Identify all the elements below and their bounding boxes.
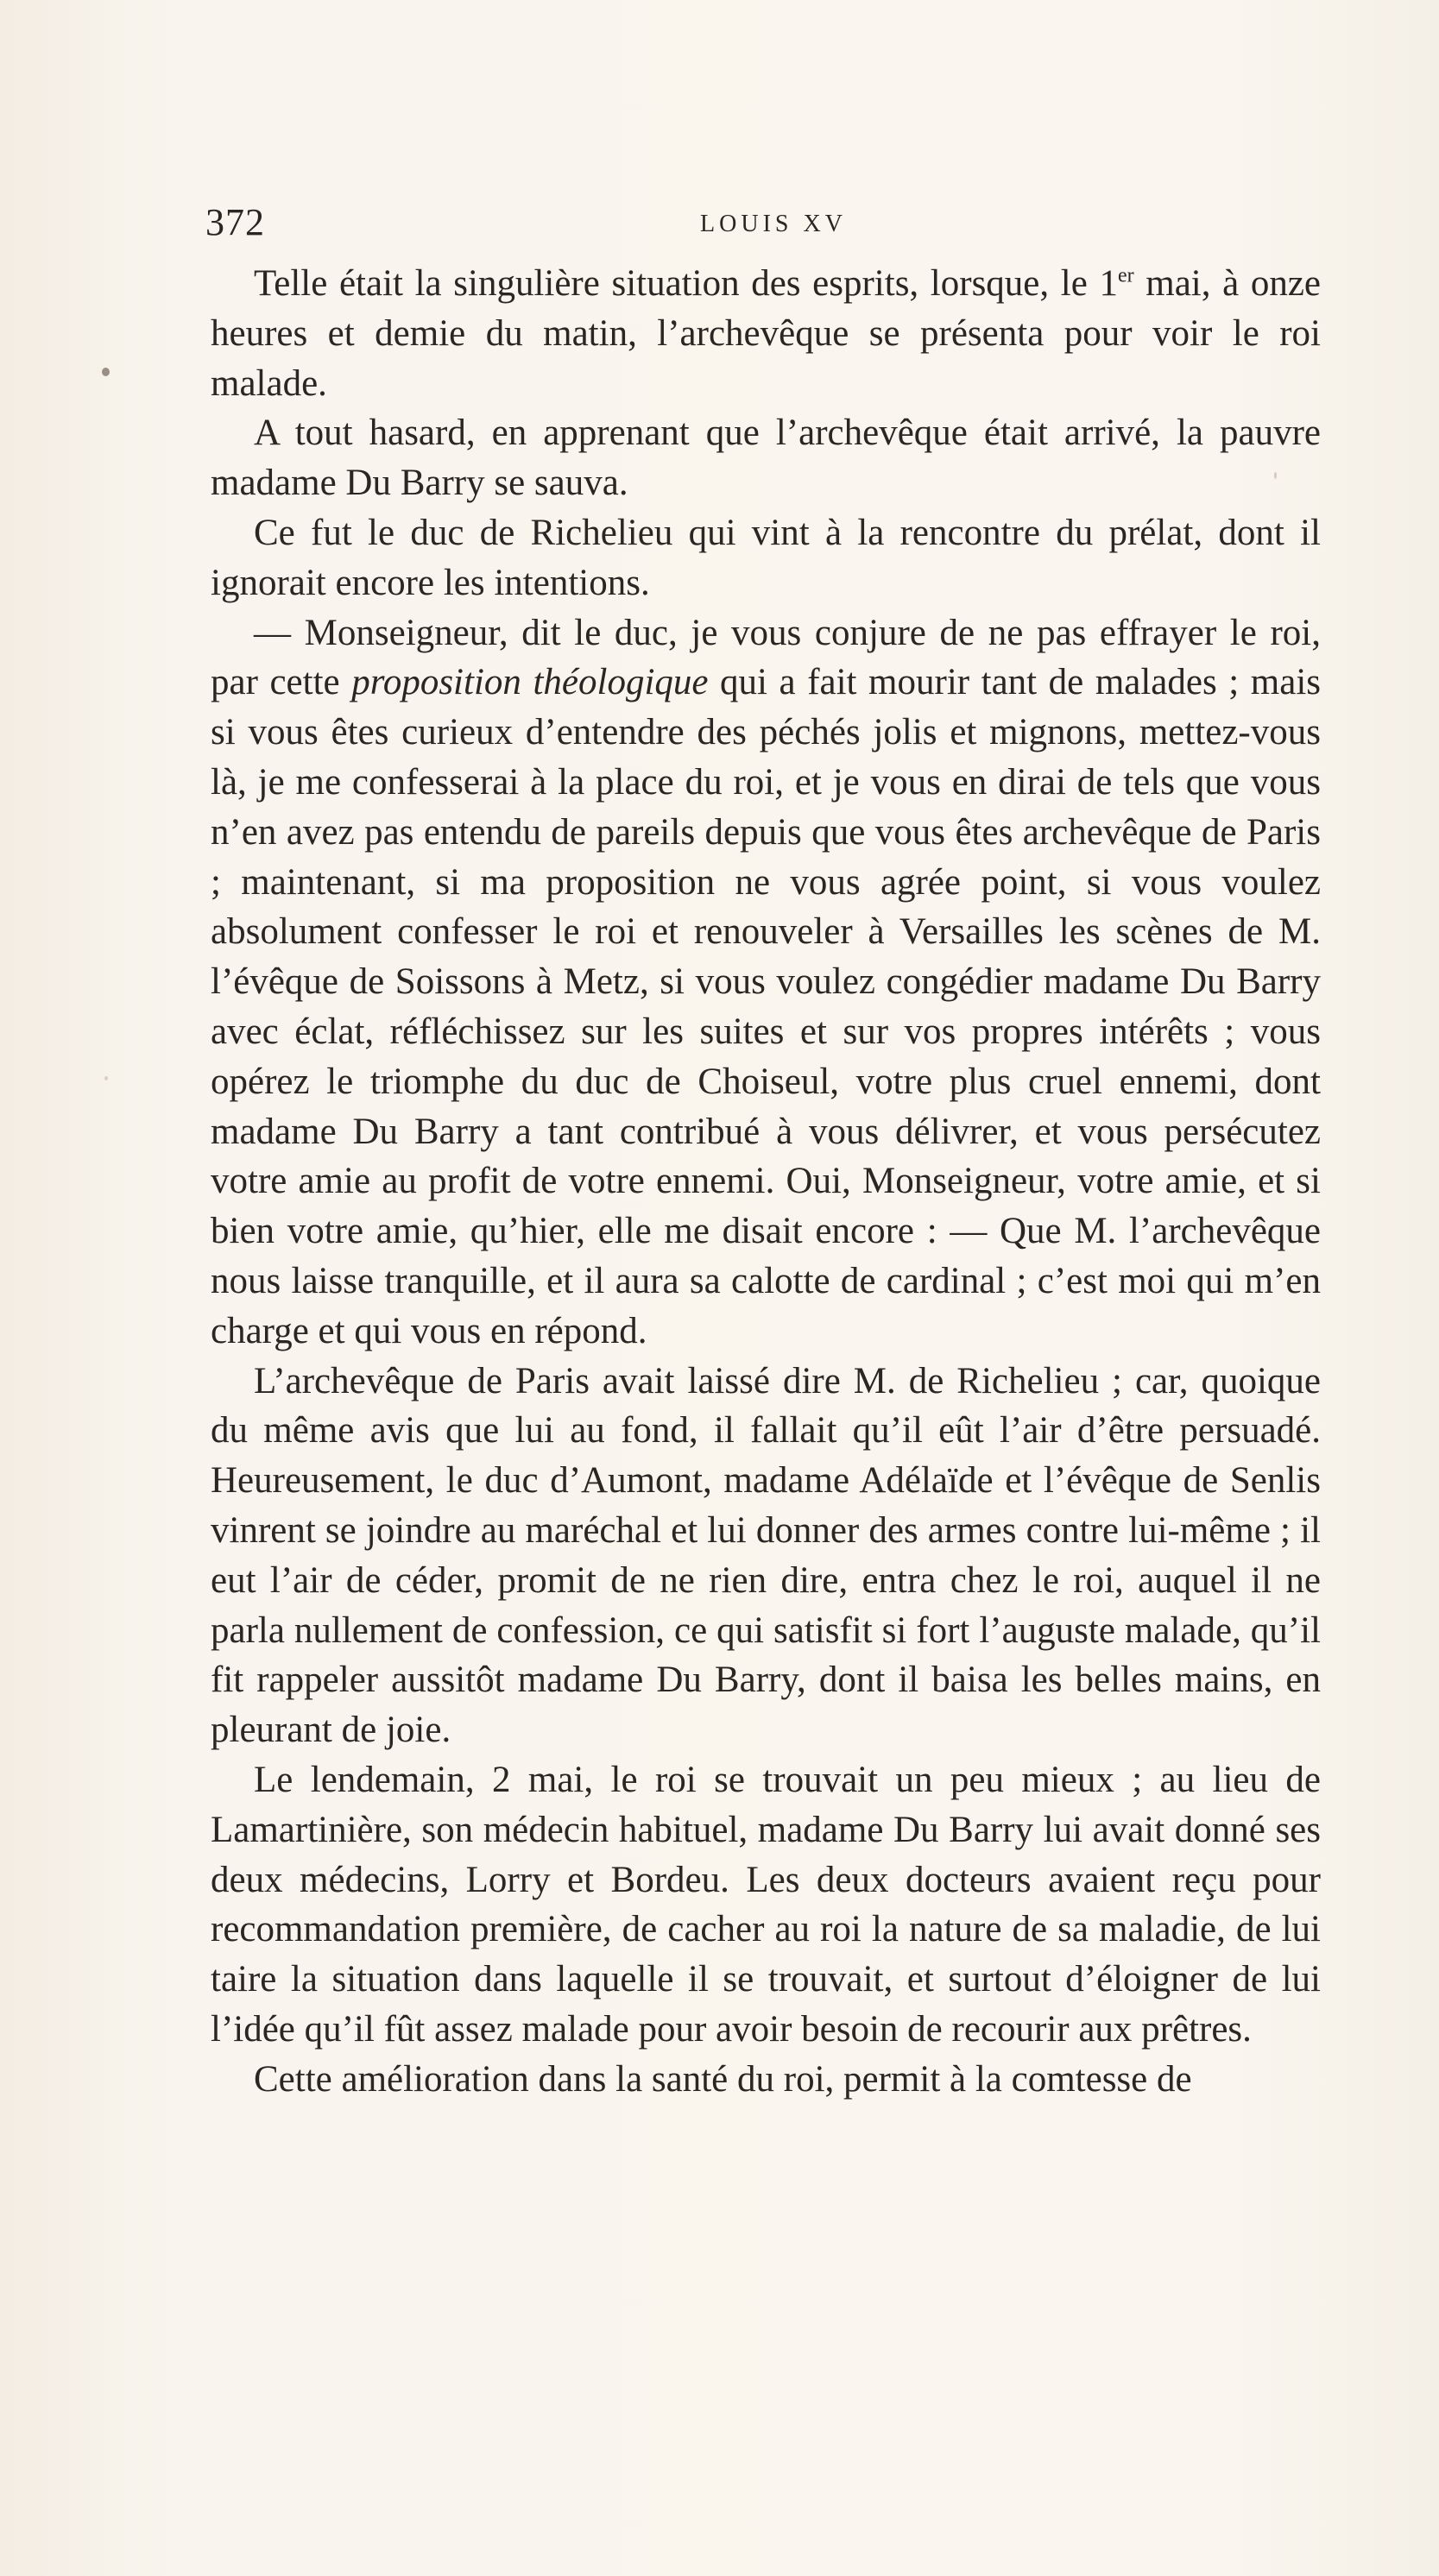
paragraph: Ce fut le duc de Richelieu qui vint à la rencontre du prélat, dont il ignorait encore les intentions.	[211, 512, 1321, 603]
ordinal-superscript: er	[1117, 264, 1134, 287]
body-text	[211, 259, 1321, 2104]
page-number: 372	[205, 201, 265, 243]
paragraph-text: Telle était la singulière situation des esprits, lorsque, le 1	[254, 263, 1118, 304]
paragraph	[211, 608, 1321, 1357]
paper-speck	[102, 368, 110, 376]
paragraph: A tout hasard, en apprenant que l’archevêque était arrivé, la pauvre madame Du Barry se sauva.	[211, 413, 1321, 504]
paragraph	[211, 259, 1321, 408]
paragraph-text: mai, à onze heures et demie du matin, l’archevêque se présenta pour voir le roi malade.	[211, 263, 1321, 404]
running-title: LOUIS XV	[700, 211, 847, 237]
paragraph: L’archevêque de Paris avait laissé dire M. de Richelieu ; car, quoique du même avis que lui au fond, il fallait qu’il eût l’air d’être persuadé. Heureusement, le duc d’Aumont, madame Adélaïde et l’évêque de Senlis vinrent se joindre au maréchal et lui donner des armes contre lui-même ; il eut l’air de céder, promit de ne rien dire, entra chez le roi, auquel il ne parla nullement de confession, ce qui satisfit si fort l’auguste malade, qu’il fit rappeler aussitôt madame Du Barry, dont il baisa les belles mains, en pleurant de joie.	[211, 1360, 1321, 1751]
paper-speck	[1274, 472, 1277, 479]
paragraph-text: qui a fait mourir tant de malades ; mais si vous êtes curieux d’entendre des péchés jolis et mignons, mettez-vous là, je me confesserai à la place du roi, et je vous en dirai de tels que vous n’en avez pas entendu de pareils depuis que vous êtes archevêque de Paris ; maintenant, si ma proposition ne vous agrée point, si vous voulez absolument confesser le roi et renouveler à Versailles les scènes de M. l’évêque de Soissons à Metz, si vous voulez congédier madame Du Barry avec éclat, réfléchissez sur les suites et sur vos propres intérêts ; vous opérez le triomphe du duc de Choiseul, votre plus cruel ennemi, dont madame Du Barry a tant contribué à vous délivrer, et vous persécutez votre amie au profit de votre ennemi. Oui, Monseigneur, votre amie, et si bien votre amie, qu’hier, elle me disait encore : — Que M. l’archevêque nous laisse tranquille, et il aura sa calotte de cardinal ; c’est moi qui m’en charge et qui vous en répond.	[211, 662, 1321, 1351]
paragraph: Cette amélioration dans la santé du roi, permit à la comtesse de	[254, 2058, 1192, 2100]
paragraph-text: — Monseigneur, dit le duc, je vous conjure de ne pas effrayer le roi, par cette	[211, 612, 1321, 703]
italic-phrase: proposition théologique	[351, 662, 709, 703]
page-header	[205, 200, 1341, 252]
paragraph: Le lendemain, 2 mai, le roi se trouvait un peu mieux ; au lieu de Lamartinière, son médecin habituel, madame Du Barry lui avait donné ses deux médecins, Lorry et Bordeu. Les deux docteurs avaient reçu pour recommandation première, de cacher au roi la nature de sa maladie, de lui taire la situation dans laquelle il se trouvait, et surtout d’éloigner de lui l’idée qu’il fût assez malade pour avoir besoin de recourir aux prêtres.	[211, 1759, 1321, 2050]
paper-speck	[104, 1076, 108, 1080]
